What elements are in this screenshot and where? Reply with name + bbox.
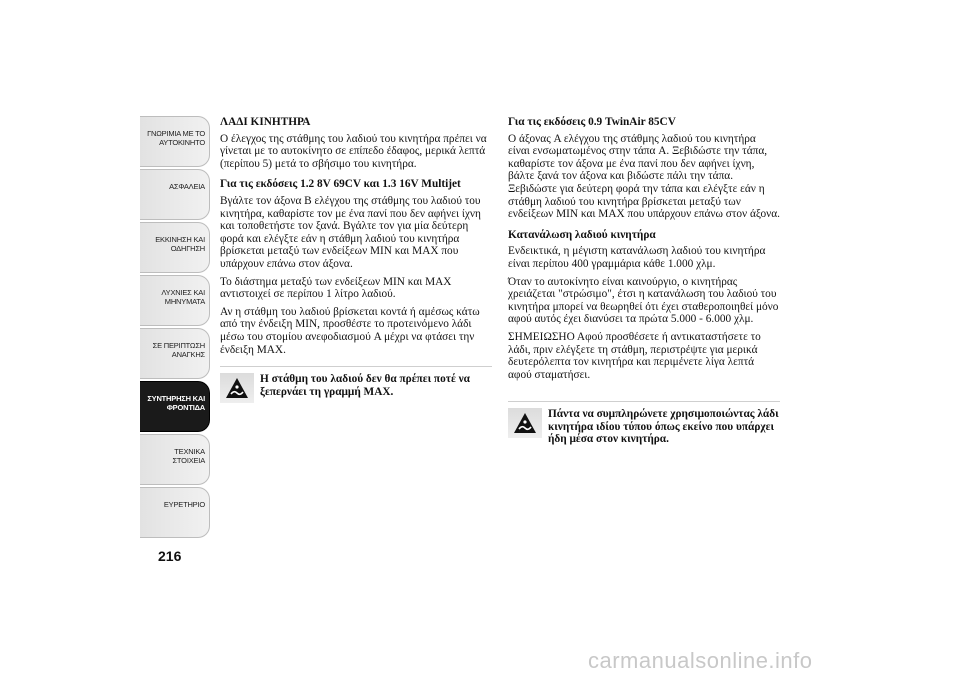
paragraph: Βγάλτε τον άξονα B ελέγχου της στάθμης του λαδιού του κινητήρα, καθαρίστε τον με ένα πανί που δεν αφήνει ίχνη και τοποθετήστε τον ξανά. Βγάλτε τον για μία δεύτερη φορά και ελέγξτε εάν η στάθμη λαδιού του κινητήρα βρίσκεται μεταξύ των ενδείξεων MIN και MAX που υπάρχουν επάνω στον άξονα. xyxy=(220,194,481,270)
subheading-12-13: Για τις εκδόσεις 1.2 8V 69CV και 1.3 16V Multijet xyxy=(220,178,461,191)
chapter-tabs xyxy=(140,116,210,540)
warning-text: Η στάθμη του λαδιού δεν θα πρέπει ποτέ να ξεπερνάει τη γραμμή MAX. xyxy=(260,373,470,398)
paragraph: Ο άξονας A ελέγχου της στάθμης λαδιού του κινητήρα είναι ενσωματωμένος στην τάπα A. Ξεβιδώστε την τάπα, καθαρίστε τον άξονα με ένα πανί που δεν αφήνει ίχνη, βάλτε ξανά τον άξονα και βιδώστε πάλι την τάπα. Ξεβιδώστε για δεύτερη φορά την τάπα και ελέγξτε εάν η στάθμη λαδιού του κινητήρα βρίσκεται μεταξύ των ενδείξεων MIN και MAX που υπάρχουν επάνω στον άξονα. xyxy=(508,132,780,221)
tab-starting-driving[interactable]: ΕΚΚΙΝΗΣΗ ΚΑΙ ΟΔΗΓΗΣΗ xyxy=(140,222,210,273)
tab-emergency[interactable]: ΣΕ ΠΕΡΙΠΤΩΣΗ ΑΝΑΓΚΗΣ xyxy=(140,328,210,379)
paragraph: Όταν το αυτοκίνητο είναι καινούργιο, ο κινητήρας χρειάζεται "στρώσιμο", έτσι η κατανάλωση του λαδιού του κινητήρα μπορεί να θεωρηθεί ότι έχει σταθεροποιηθεί μόνο αφού αυτός έχει διανύσει τα πρώτα 5.000 - 6.000 χλμ. xyxy=(508,275,779,326)
tab-technical-data[interactable]: ΤΕΧΝΙΚΑ ΣΤΟΙΧΕΙΑ xyxy=(140,434,210,485)
paragraph: Το διάστημα μεταξύ των ενδείξεων MIN και MAX αντιστοιχεί σε περίπου 1 λίτρο λαδιού. xyxy=(220,275,452,301)
page-number: 216 xyxy=(158,548,182,564)
warning-text: Πάντα να συμπληρώνετε χρησιμοποιώντας λάδι κινητήρα ιδίου τύπου όπως εκείνο που υπάρχει ήδη μέσα στον κινητήρα. xyxy=(548,408,779,446)
warning-triangle-icon xyxy=(508,408,542,438)
section-title: ΛΑΔΙ ΚΙΝΗΤΗΡΑ xyxy=(220,116,311,128)
tab-getting-to-know[interactable]: ΓΝΩΡΙΜΙΑ ΜΕ ΤΟ ΑΥΤΟΚΙΝΗΤΟ xyxy=(140,116,210,167)
right-column xyxy=(508,116,780,446)
tab-maintenance[interactable]: ΣΥΝΤΗΡΗΣΗ ΚΑΙ ΦΡΟΝΤΙΔΑ xyxy=(140,381,210,432)
intro-paragraph: Ο έλεγχος της στάθμης του λαδιού του κινητήρα πρέπει να γίνεται με το αυτοκίνητο σε επίπεδο έδαφος, μερικά λεπτά (περίπου 5) μετά το σβήσιμο του κινητήρα. xyxy=(220,132,487,170)
warning-triangle-icon xyxy=(220,373,254,403)
tab-safety[interactable]: ΑΣΦΑΛΕΙΑ xyxy=(140,169,210,220)
left-column xyxy=(220,116,492,403)
subheading-oil-consumption: Κατανάλωση λαδιού κινητήρα xyxy=(508,228,656,241)
warning-box xyxy=(508,401,780,446)
tab-index[interactable]: ΕΥΡΕΤΗΡΙΟ xyxy=(140,487,210,538)
paragraph: Αν η στάθμη του λαδιού βρίσκεται κοντά ή αμέσως κάτω από την ένδειξη MIN, προσθέστε το προτεινόμενο λάδι μέσω του στομίου ανεφοδιασμού A μέχρι να φτάσει την ένδειξη MAX. xyxy=(220,305,480,356)
paragraph: Ενδεικτικά, η μέγιστη κατανάλωση λαδιού του κινητήρα είναι περίπου 400 γραμμάρια κάθε 1.000 χλμ. xyxy=(508,245,766,270)
warning-box xyxy=(220,366,492,403)
note-paragraph: ΣΗΜΕΙΩΣΗΟ Αφού προσθέσετε ή αντικαταστήσετε το λάδι, πριν ελέγξετε τη στάθμη, περιστρέψτε για μερικά δευτερόλεπτα τον κινητήρα και περιμένετε λίγα λεπτά αφού σταματήσει. xyxy=(508,330,761,381)
tab-warning-lights[interactable]: ΛΥΧΝΙΕΣ ΚΑΙ ΜΗΝΥΜΑΤΑ xyxy=(140,275,210,326)
watermark: carmanualsonline.info xyxy=(588,648,813,673)
subheading-twinair: Για τις εκδόσεις 0.9 TwinAir 85CV xyxy=(508,116,676,128)
